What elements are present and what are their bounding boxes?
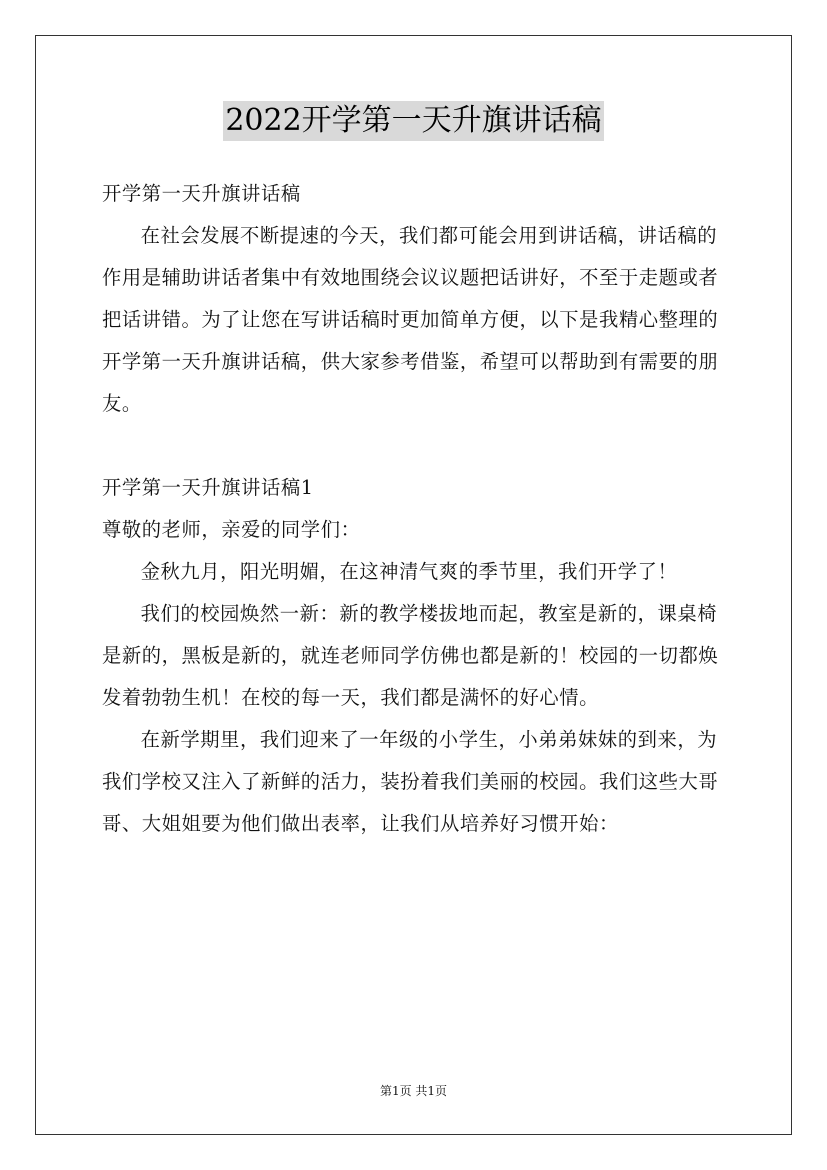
page-footer: 第1页 共1页 [379,1084,448,1098]
document-title: 2022开学第一天升旗讲话稿 [223,101,603,141]
paragraph-gap [102,425,728,467]
section-heading: 开学第一天升旗讲话稿1 [102,476,314,499]
document-body [102,173,728,845]
intro-paragraph: 在社会发展不断提速的今天，我们都可能会用到讲话稿，讲话稿的作用是辅助讲话者集中有效地围绕会议议题把话讲好，不至于走题或者把话讲错。为了让您在写讲话稿时更加简单方便，以下是我精心整理的开学第一天升旗讲话稿，供大家参考借鉴，希望可以帮助到有需要的朋友。 [102,224,719,415]
greeting: 尊敬的老师，亲爱的同学们： [102,518,361,541]
body-paragraph-1: 金秋九月，阳光明媚，在这神清气爽的季节里，我们开学了！ [140,560,678,583]
body-paragraph-3: 在新学期里，我们迎来了一年级的小学生，小弟弟妹妹的到来，为我们学校又注入了新鲜的活力，装扮着我们美丽的校园。我们这些大哥哥、大姐姐要为他们做出表率，让我们从培养好习惯开始： [102,728,719,835]
title-container [0,101,827,141]
body-paragraph-2: 我们的校园焕然一新：新的教学楼拔地而起，教室是新的，课桌椅是新的，黑板是新的，就连老师同学仿佛也都是新的！校园的一切都焕发着勃勃生机！在校的每一天，我们都是满怀的好心情。 [102,602,719,709]
subtitle: 开学第一天升旗讲话稿 [102,182,301,205]
